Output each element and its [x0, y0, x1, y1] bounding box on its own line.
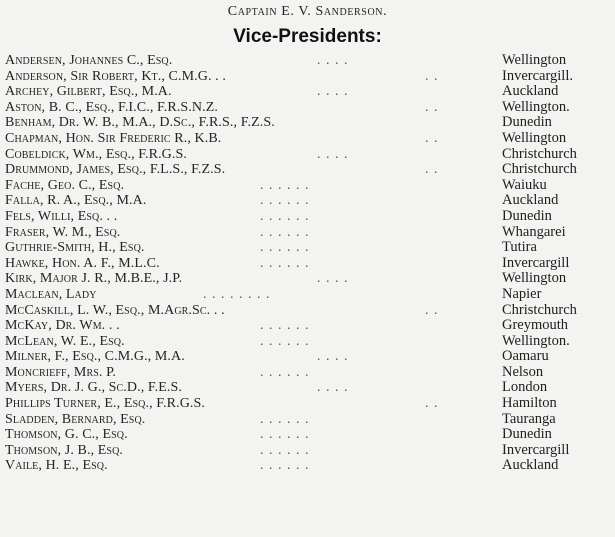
member-place: Tauranga — [502, 410, 556, 427]
member-place: Oamaru — [502, 348, 549, 365]
member-place: Wellington. — [502, 98, 570, 115]
list-item — [5, 303, 615, 319]
member-name: Phillips Turner, E., Esq., F.R.G.S. — [5, 396, 205, 412]
member-place: Wellington — [502, 129, 567, 146]
list-item — [5, 115, 615, 131]
list-item — [5, 443, 615, 459]
list-item — [5, 458, 615, 474]
member-place: Waiuku — [502, 176, 547, 193]
dot-leader: . . . . — [317, 84, 349, 100]
list-item — [5, 427, 615, 443]
member-place: Hamilton — [502, 395, 557, 412]
list-item — [5, 162, 615, 178]
dot-leader: . . — [425, 396, 439, 412]
list-item — [5, 380, 615, 396]
member-place: Christchurch — [502, 161, 577, 178]
member-place: Invercargill — [502, 441, 570, 458]
member-place: Invercargill — [502, 254, 570, 271]
dot-leader: . . . . — [317, 380, 349, 396]
dot-leader: . . — [425, 99, 439, 115]
member-name: Chapman, Hon. Sir Frederic R., K.B. — [5, 130, 222, 146]
dot-leader: . . . . . . — [260, 427, 310, 443]
member-place: Greymouth — [502, 317, 569, 334]
member-name: Fraser, W. M., Esq. — [5, 224, 121, 240]
member-name: Hawke, Hon. A. F., M.L.C. — [5, 255, 160, 271]
list-item — [5, 178, 615, 194]
dot-leader: . . . . . . . . — [203, 286, 271, 302]
list-item — [5, 147, 615, 163]
dot-leader: . . . . — [317, 146, 349, 162]
member-name: Aston, B. C., Esq., F.I.C., F.R.S.N.Z. — [5, 99, 218, 115]
member-name: McLean, W. E., Esq. — [5, 333, 125, 349]
member-name: Guthrie-Smith, H., Esq. — [5, 240, 145, 256]
list-item — [5, 318, 615, 334]
dot-leader: . . . . . . — [260, 458, 310, 474]
list-item — [5, 396, 615, 412]
list-item — [5, 334, 615, 350]
member-place: Auckland — [502, 457, 559, 474]
list-item — [5, 209, 615, 225]
list-item — [5, 256, 615, 272]
list-item — [5, 225, 615, 241]
dot-leader: . . . . . . — [260, 224, 310, 240]
member-name: Falla, R. A., Esq., M.A. — [5, 193, 147, 209]
member-name: McKay, Dr. Wm. . . — [5, 318, 120, 334]
dot-leader: . . . . . . — [260, 177, 310, 193]
member-place: Whangarei — [502, 223, 566, 240]
member-name: Milner, F., Esq., C.M.G., M.A. — [5, 349, 185, 365]
dot-leader: . . . . . . — [260, 333, 310, 349]
list-item — [5, 271, 615, 287]
dot-leader: . . . . — [317, 271, 349, 287]
member-name: Cobeldick, Wm., Esq., F.R.G.S. — [5, 146, 187, 162]
member-place: Tutira — [502, 239, 537, 256]
dot-leader: . . — [425, 130, 439, 146]
member-place: Dunedin — [502, 426, 552, 443]
member-place: Nelson — [502, 363, 544, 380]
member-place: Wellington — [502, 52, 567, 68]
page-heading: Captain E. V. Sanderson. — [227, 4, 388, 19]
member-place: Auckland — [502, 192, 559, 209]
member-name: Fels, Willi, Esq. . . — [5, 208, 118, 224]
list-item — [5, 69, 615, 85]
dot-leader: . . — [425, 162, 439, 178]
member-name: Drummond, James, Esq., F.L.S., F.Z.S. — [5, 162, 226, 178]
dot-leader: . . . . . . — [260, 255, 310, 271]
dot-leader: . . . . . . — [260, 208, 310, 224]
dot-leader: . . — [425, 68, 439, 84]
dot-leader: . . — [425, 302, 439, 318]
dot-leader: . . . . . . — [260, 193, 310, 209]
dot-leader: . . . . . . — [260, 318, 310, 334]
member-name: Fache, Geo. C., Esq. — [5, 177, 125, 193]
list-item — [5, 287, 615, 303]
member-place: Invercargill. — [502, 67, 573, 84]
member-place: Wellington — [502, 270, 567, 287]
list-item — [5, 365, 615, 381]
dot-leader: . . . . . . — [260, 442, 310, 458]
section-title: Vice-Presidents: — [233, 26, 382, 47]
member-name: Thomson, J. B., Esq. — [5, 442, 124, 458]
member-name: Kirk, Major J. R., M.B.E., J.P. — [5, 271, 183, 287]
member-place: Dunedin — [502, 114, 552, 131]
list-item — [5, 240, 615, 256]
member-name: Myers, Dr. J. G., Sc.D., F.E.S. — [5, 380, 183, 396]
list-item — [5, 84, 615, 100]
member-place: Christchurch — [502, 301, 577, 318]
list-item — [5, 53, 615, 69]
dot-leader: . . . . . . — [260, 411, 310, 427]
member-place: Wellington. — [502, 332, 570, 349]
list-item — [5, 131, 615, 147]
member-place: Dunedin — [502, 207, 552, 224]
member-name: Andersen, Johannes C., Esq. — [5, 53, 173, 68]
dot-leader: . . . . . . — [260, 240, 310, 256]
dot-leader: . . . . — [317, 53, 349, 68]
member-name: Moncrieff, Mrs. P. — [5, 364, 117, 380]
list-item — [5, 100, 615, 116]
list-item — [5, 349, 615, 365]
member-place: Christchurch — [502, 145, 577, 162]
vice-presidents-list — [5, 53, 615, 474]
member-name: Maclean, Lady — [5, 286, 97, 302]
list-item — [5, 412, 615, 428]
member-name: Vaile, H. E., Esq. — [5, 458, 108, 474]
dot-leader: . . . . — [317, 349, 349, 365]
member-place: Auckland — [502, 83, 559, 100]
member-name: Archey, Gilbert, Esq., M.A. — [5, 84, 172, 100]
member-name: Thomson, G. C., Esq. — [5, 427, 128, 443]
list-item — [5, 193, 615, 209]
member-place: London — [502, 379, 548, 396]
member-place: Napier — [502, 285, 542, 302]
member-name: McCaskill, L. W., Esq., M.Agr.Sc. . . — [5, 302, 225, 318]
dot-leader: . . . . . . — [260, 364, 310, 380]
member-name: Sladden, Bernard, Esq. — [5, 411, 146, 427]
member-name: Benham, Dr. W. B., M.A., D.Sc., F.R.S., F.Z.S. — [5, 115, 275, 131]
member-name: Anderson, Sir Robert, Kt., C.M.G. . . — [5, 68, 226, 84]
